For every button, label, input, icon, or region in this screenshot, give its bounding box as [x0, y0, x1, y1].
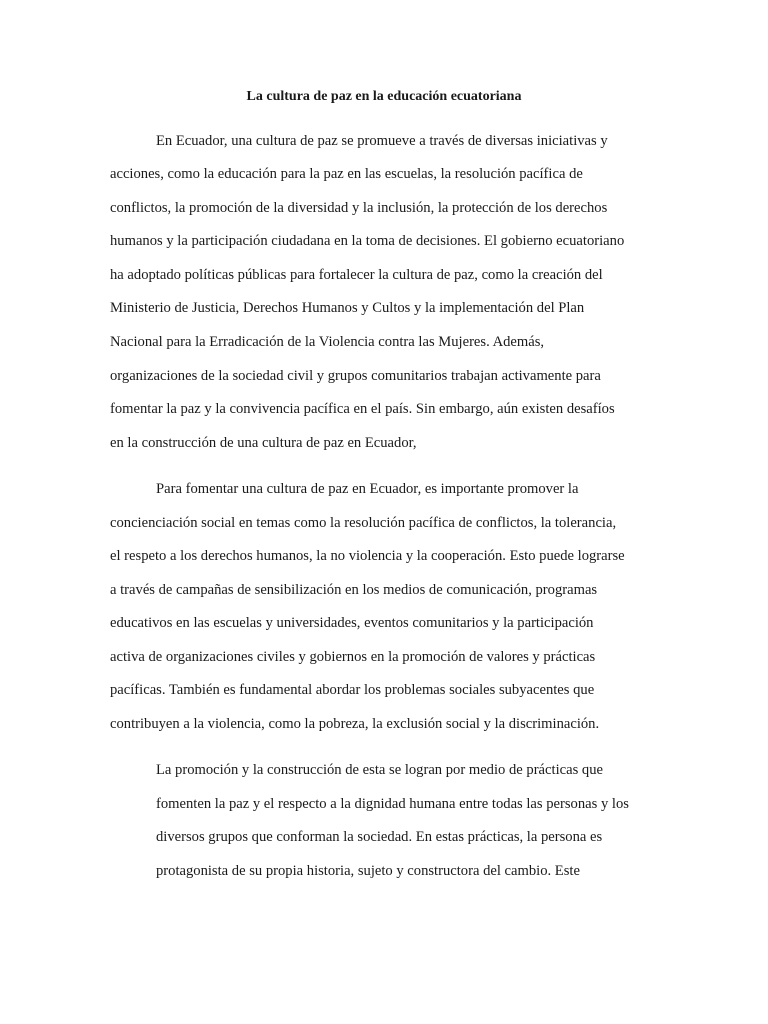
paragraph-line: a través de campañas de sensibilización en los medios de comunicación, programas: [110, 582, 598, 598]
paragraph-line: fomentar la paz y la convivencia pacífica en el país. Sin embargo, aún existen desafíos: [110, 401, 615, 417]
paragraph-line: conflictos, la promoción de la diversidad y la inclusión, la protección de los derechos: [110, 200, 608, 216]
paragraph-line: organizaciones de la sociedad civil y grupos comunitarios trabajan activamente para: [110, 368, 601, 384]
paragraph-line: Para fomentar una cultura de paz en Ecuador, es importante promover la: [156, 481, 579, 497]
paragraph-line: En Ecuador, una cultura de paz se promueve a través de diversas iniciativas y: [156, 133, 608, 149]
paragraph-line: pacíficas. También es fundamental abordar los problemas sociales subyacentes que: [110, 682, 595, 698]
paragraph-line: acciones, como la educación para la paz en las escuelas, la resolución pacífica de: [110, 166, 583, 182]
paragraph-line: Ministerio de Justicia, Derechos Humanos y Cultos y la implementación del Plan: [110, 300, 585, 316]
paragraph-line: concienciación social en temas como la resolución pacífica de conflictos, la tolerancia,: [110, 515, 617, 531]
paragraph-line: activa de organizaciones civiles y gobiernos en la promoción de valores y prácticas: [110, 649, 596, 665]
paragraph-line: diversos grupos que conforman la sociedad. En estas prácticas, la persona es: [156, 829, 603, 845]
paragraph-line: La promoción y la construcción de esta se logran por medio de prácticas que: [156, 762, 603, 778]
paragraph-line: educativos en las escuelas y universidades, eventos comunitarios y la participación: [110, 615, 594, 631]
paragraph-line: ha adoptado políticas públicas para fortalecer la cultura de paz, como la creación del: [110, 267, 603, 283]
paragraph-line: el respeto a los derechos humanos, la no violencia y la cooperación. Esto puede lograrse: [110, 548, 625, 564]
document-title: La cultura de paz en la educación ecuatoriana: [246, 89, 522, 104]
paragraph-line: Nacional para la Erradicación de la Violencia contra las Mujeres. Además,: [110, 334, 545, 350]
paragraph-line: protagonista de su propia historia, sujeto y constructora del cambio. Este: [156, 863, 580, 879]
paragraph-line: en la construcción de una cultura de paz en Ecuador,: [110, 435, 417, 451]
paragraph-line: fomenten la paz y el respecto a la dignidad humana entre todas las personas y los: [156, 796, 629, 812]
paragraph-line: contribuyen a la violencia, como la pobreza, la exclusión social y la discriminación.: [110, 716, 600, 732]
paragraph-line: humanos y la participación ciudadana en la toma de decisiones. El gobierno ecuatoriano: [110, 233, 625, 249]
